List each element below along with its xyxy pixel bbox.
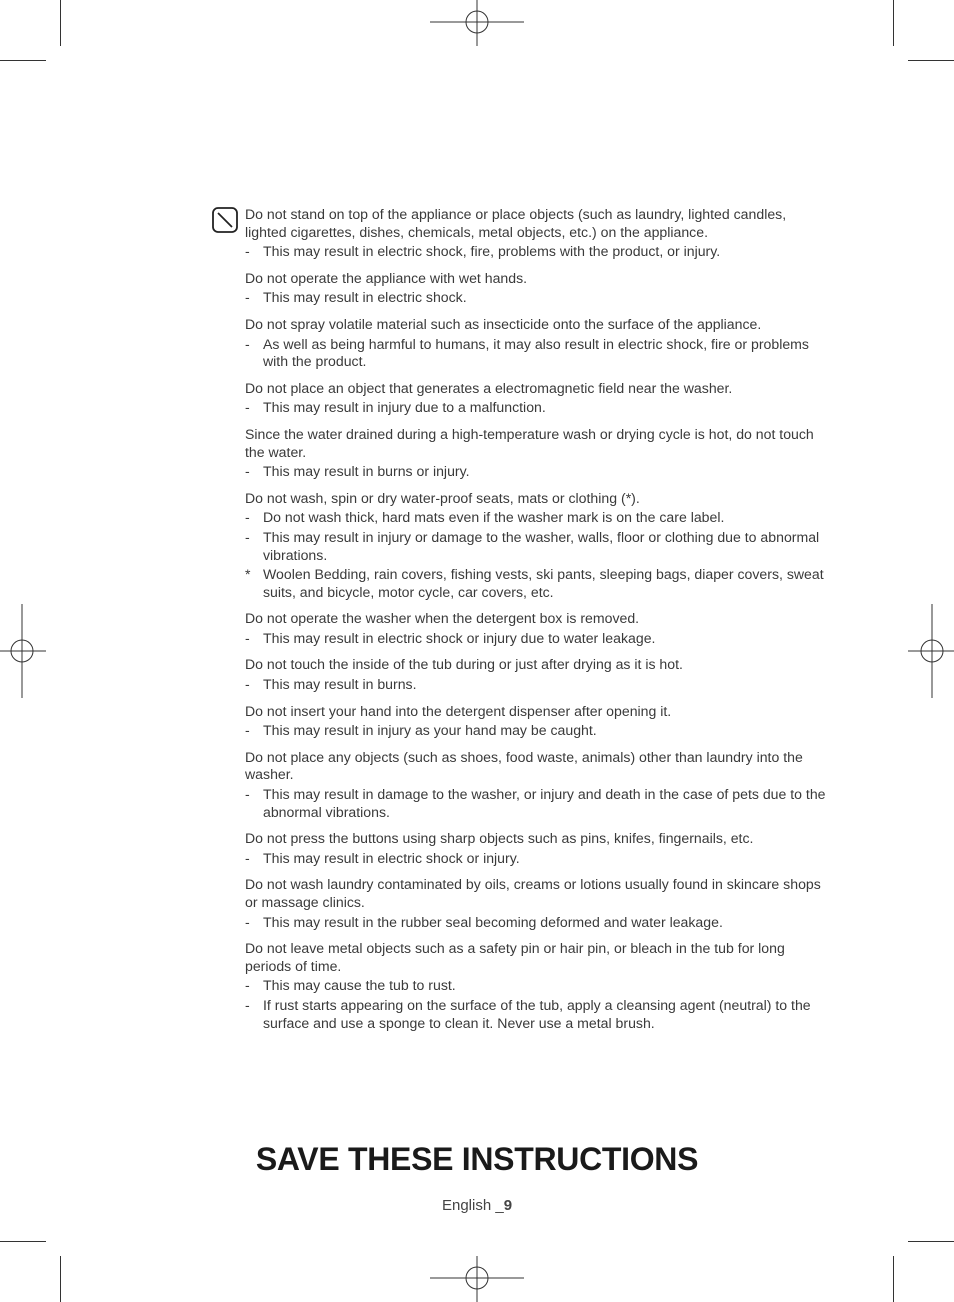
warning-consequence — [245, 630, 827, 648]
consequence-text: This may result in electric shock or injury due to water leakage. — [263, 629, 656, 646]
footer-language: English _ — [441, 1197, 504, 1214]
consequence-text: As well as being harmful to humans, it may also result in electric shock, fire or problems with the product. — [263, 335, 809, 370]
warning-consequence — [245, 399, 827, 417]
bullet-mark: - — [245, 722, 250, 739]
warning-text: Do not operate the appliance with wet hands. — [245, 269, 528, 286]
crop-mark — [0, 60, 46, 61]
consequence-text: If rust starts appearing on the surface of the tub, apply a cleansing agent (neutral) to the surface and use a sponge to clean it. Never use a metal brush. — [263, 996, 811, 1031]
bullet-mark: - — [245, 996, 250, 1013]
warning-consequence — [245, 676, 827, 694]
warning-text: Do not leave metal objects such as a safety pin or hair pin, or bleach in the tub for long periods of time. — [245, 940, 785, 974]
consequence-text: This may result in injury as your hand may be caught. — [263, 722, 597, 739]
warning-text: Do not touch the inside of the tub during or just after drying as it is hot. — [245, 656, 683, 673]
warning-item — [245, 703, 827, 740]
warning-text: Do not wash, spin or dry water-proof seats, mats or clothing (*). — [245, 489, 640, 506]
consequence-text: This may result in injury or damage to the washer, walls, floor or clothing due to abnormal vibrations. — [263, 528, 820, 563]
warning-text: Do not place any objects (such as shoes, food waste, animals) other than laundry into the washer. — [245, 748, 803, 783]
bullet-mark: - — [245, 913, 250, 930]
warning-consequence — [245, 914, 827, 932]
warning-text: Do not place an object that generates a electromagnetic field near the washer. — [245, 379, 733, 396]
consequence-text: Do not wash thick, hard mats even if the washer mark is on the care label. — [263, 509, 725, 526]
bullet-mark: - — [245, 399, 250, 416]
bullet-mark: - — [245, 243, 250, 260]
warning-consequence — [245, 463, 827, 481]
consequence-text: This may result in the rubber seal becoming deformed and water leakage. — [263, 913, 723, 930]
warning-text: Do not stand on top of the appliance or place objects (such as laundry, lighted candles, lighted cigarettes, dishes, chemicals, metal objects, etc.) on the appliance. — [245, 206, 787, 240]
bullet-mark: - — [245, 289, 250, 306]
crop-mark — [60, 0, 61, 46]
bullet-mark: - — [245, 849, 250, 866]
warning-consequence — [245, 336, 827, 371]
registration-mark-right — [908, 604, 954, 698]
warning-consequence — [245, 509, 827, 527]
warning-list — [245, 206, 827, 1041]
consequence-text: This may result in electric shock or injury. — [263, 849, 520, 866]
consequence-text: Woolen Bedding, rain covers, fishing vests, ski pants, sleeping bags, diaper covers, sweat suits, and bicycle, motor cycle, car covers, etc. — [263, 566, 824, 600]
bullet-mark: - — [245, 509, 250, 526]
crop-mark — [60, 1256, 61, 1302]
consequence-text: This may result in damage to the washer, or injury and death in the case of pets due to the abnormal vibrations. — [263, 786, 826, 820]
warning-item — [245, 380, 827, 417]
bullet-mark: - — [245, 977, 250, 994]
bullet-mark: - — [245, 676, 250, 693]
warning-item — [245, 610, 827, 647]
warning-consequence — [245, 289, 827, 307]
bullet-mark: - — [245, 528, 250, 545]
warning-item — [245, 876, 827, 931]
warning-text: Do not insert your hand into the detergent dispenser after opening it. — [245, 702, 672, 719]
consequence-text: This may cause the tub to rust. — [263, 977, 456, 994]
consequence-text: This may result in electric shock, fire, problems with the product, or injury. — [263, 243, 721, 260]
warning-text: Since the water drained during a high-temperature wash or drying cycle is hot, do not touch the water. — [245, 425, 814, 460]
warning-item — [245, 830, 827, 867]
consequence-text: This may result in electric shock. — [263, 289, 467, 306]
warning-item — [245, 749, 827, 821]
warning-consequence — [245, 722, 827, 740]
crop-mark — [893, 1256, 894, 1302]
warning-text: Do not wash laundry contaminated by oils, creams or lotions usually found in skincare shops or massage clinics. — [245, 876, 821, 910]
page-number: 9 — [503, 1197, 513, 1214]
bullet-mark: - — [245, 335, 250, 352]
warning-text: Do not operate the washer when the detergent box is removed. — [245, 610, 640, 627]
crop-mark — [893, 0, 894, 46]
warning-text: Do not spray volatile material such as insecticide onto the surface of the appliance. — [245, 315, 762, 332]
warning-item — [245, 940, 827, 1032]
warning-consequence — [245, 997, 827, 1032]
warning-item — [245, 316, 827, 371]
warning-item — [245, 656, 827, 693]
crop-mark — [0, 1241, 46, 1242]
warning-consequence — [245, 529, 827, 564]
crop-mark — [908, 60, 954, 61]
bullet-mark: - — [245, 463, 250, 480]
prohibition-icon — [212, 207, 238, 233]
bullet-mark: - — [245, 786, 250, 803]
save-instructions-title: SAVE THESE INSTRUCTIONS — [255, 1141, 699, 1177]
warning-item — [245, 426, 827, 481]
warning-consequence — [245, 786, 827, 821]
registration-mark-left — [0, 604, 46, 698]
consequence-text: This may result in injury due to a malfunction. — [263, 399, 546, 416]
warning-item — [245, 206, 827, 261]
warning-item — [245, 270, 827, 307]
registration-mark-bottom — [430, 1256, 524, 1302]
warning-consequence — [245, 850, 827, 868]
page-footer — [0, 1197, 954, 1214]
bullet-mark: * — [245, 566, 251, 583]
warning-consequence — [245, 977, 827, 995]
warning-item — [245, 490, 827, 602]
registration-mark-top — [430, 0, 524, 46]
warning-consequence — [245, 243, 827, 261]
crop-mark — [908, 1241, 954, 1242]
consequence-text: This may result in burns. — [263, 676, 417, 693]
warning-text: Do not press the buttons using sharp objects such as pins, knifes, fingernails, etc. — [245, 830, 754, 847]
bullet-mark: - — [245, 629, 250, 646]
warning-consequence — [245, 566, 827, 601]
consequence-text: This may result in burns or injury. — [263, 463, 470, 480]
